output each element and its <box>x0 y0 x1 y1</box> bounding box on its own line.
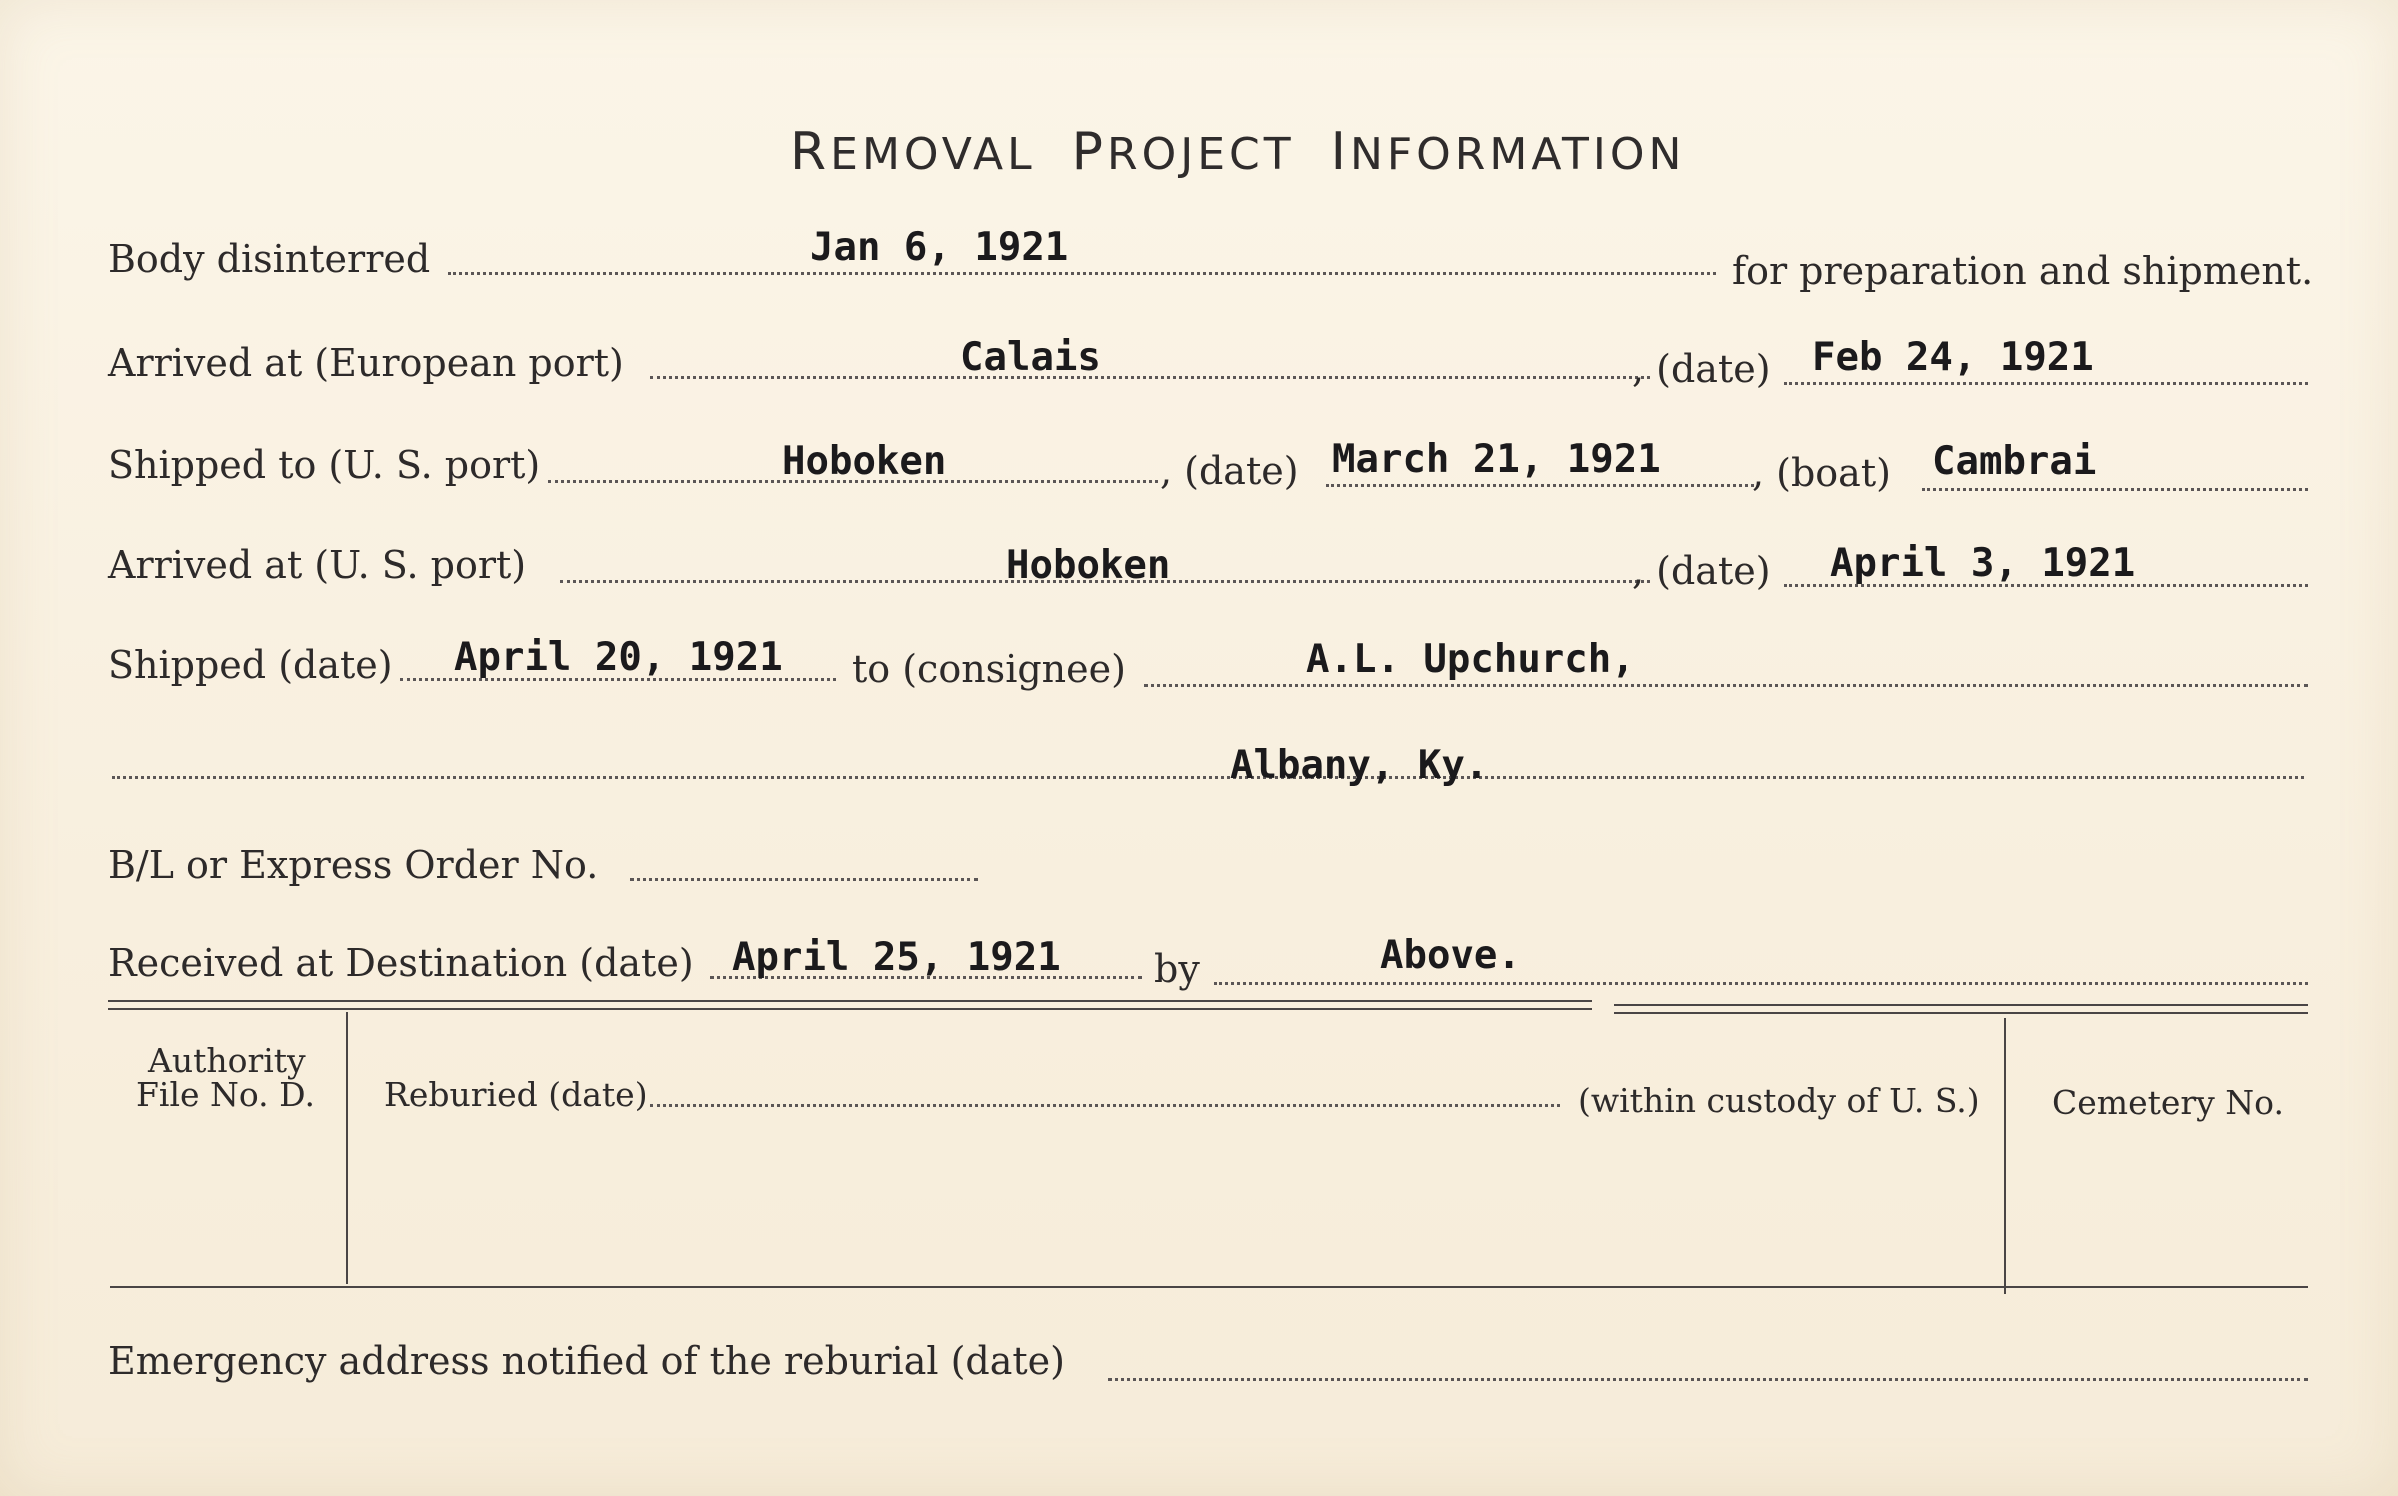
column-divider <box>2004 1018 2006 1294</box>
value-european-port: Calais <box>960 335 1101 380</box>
bottom-rule <box>110 1286 2308 1288</box>
label-date: , (date) <box>1632 347 1771 391</box>
label-body-disinterred: Body disinterred <box>108 237 431 281</box>
value-us-ship-date: March 21, 1921 <box>1332 437 1661 482</box>
label-emergency-address: Emergency address notified of the reburial (date) <box>108 1339 1065 1383</box>
label-cemetery-no: Cemetery No. <box>2052 1083 2284 1122</box>
value-shipped-date: April 20, 1921 <box>454 635 783 680</box>
dotted-line <box>1784 382 2308 385</box>
label-received-destination: Received at Destination (date) <box>108 941 694 985</box>
dotted-line <box>650 1104 1560 1107</box>
value-consignee-address: Albany, Ky. <box>1230 743 1489 788</box>
label-within-custody: (within custody of U. S.) <box>1578 1081 1980 1120</box>
value-consignee-name: A.L. Upchurch, <box>1306 637 1635 682</box>
label-to-consignee: to (consignee) <box>852 647 1126 691</box>
dotted-line <box>1144 684 2308 687</box>
dotted-line <box>448 272 1716 275</box>
dotted-line <box>1214 982 2308 985</box>
label-reburied-date: Reburied (date) <box>384 1075 648 1114</box>
label-date: , (date) <box>1160 449 1299 493</box>
dotted-line <box>650 376 1650 379</box>
label-arrived-us-port: Arrived at (U. S. port) <box>108 543 527 587</box>
value-european-arrival-date: Feb 24, 1921 <box>1812 335 2094 380</box>
label-shipped-to-us-port: Shipped to (U. S. port) <box>108 443 541 487</box>
label-shipped-date: Shipped (date) <box>108 643 393 687</box>
label-bl-order: B/L or Express Order No. <box>108 843 599 887</box>
column-divider <box>346 1012 348 1284</box>
dotted-line <box>1922 488 2308 491</box>
value-received-by: Above. <box>1380 933 1521 978</box>
label-by: by <box>1154 947 1200 991</box>
dotted-line <box>630 878 978 881</box>
double-rule <box>1614 1012 2308 1014</box>
double-rule <box>108 1000 1592 1002</box>
value-us-arrival-date: April 3, 1921 <box>1830 541 2136 586</box>
card-title: REMOVAL PROJECT INFORMATION <box>790 122 1686 182</box>
dotted-line <box>1108 1378 2308 1381</box>
dotted-line <box>112 776 2304 779</box>
label-for-preparation: for preparation and shipment. <box>1732 249 2314 293</box>
dotted-line <box>1326 484 1754 487</box>
label-arrived-european-port: Arrived at (European port) <box>108 341 624 385</box>
label-file-no: File No. D. <box>136 1075 315 1114</box>
label-authority: Authority <box>148 1041 306 1080</box>
label-boat: , (boat) <box>1752 451 1891 495</box>
label-date: , (date) <box>1632 549 1771 593</box>
value-us-port-arrived: Hoboken <box>1006 543 1171 588</box>
value-us-port-shipped: Hoboken <box>782 439 947 484</box>
value-boat: Cambrai <box>1932 439 2097 484</box>
double-rule <box>1614 1004 2308 1006</box>
double-rule <box>108 1008 1592 1010</box>
value-disinterred-date: Jan 6, 1921 <box>810 225 1069 270</box>
value-received-date: April 25, 1921 <box>732 935 1061 980</box>
